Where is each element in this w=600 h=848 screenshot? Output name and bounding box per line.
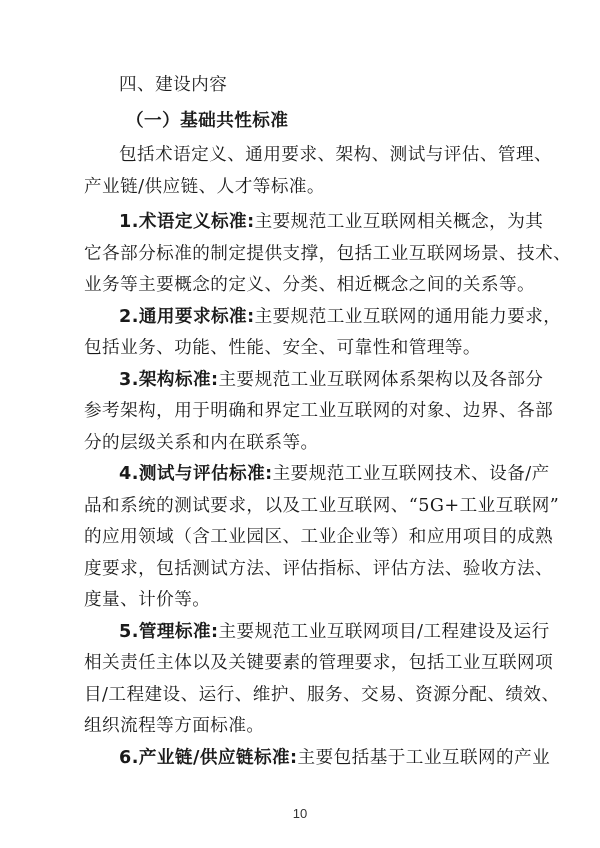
intro-line: 产业链/供应链、人才等标准。	[84, 177, 325, 197]
page-number: 10	[292, 806, 308, 821]
item-4-first-line	[119, 463, 550, 485]
item-1-text: 主要规范工业互联网相关概念，为其	[254, 212, 544, 232]
item-3-label: 3.架构标准:	[119, 370, 219, 390]
item-4-line: 的应用领域（含工业园区、工业企业等）和应用项目的成熟	[84, 527, 554, 547]
item-5-line: 目/工程建设、运行、维护、服务、交易、资源分配、绩效、	[84, 685, 560, 705]
item-3-line: 参考架构，用于明确和界定工业互联网的对象、边界、各部	[84, 401, 554, 421]
item-6-first-line	[119, 747, 550, 769]
item-4-label: 4.测试与评估标准:	[119, 464, 273, 484]
item-5-label: 5.管理标准:	[119, 622, 219, 642]
section-heading: 四、建设内容	[119, 75, 228, 95]
item-4-line: 品和系统的测试要求，以及工业互联网、“5G+工业互联网”	[84, 496, 560, 516]
item-1-label: 1.术语定义标准:	[119, 212, 255, 232]
item-5-line: 相关责任主体以及关键要素的管理要求，包括工业互联网项	[84, 653, 554, 673]
item-2-line: 包括业务、功能、性能、安全、可靠性和管理等。	[84, 338, 481, 358]
item-3-text: 主要规范工业互联网体系架构以及各部分	[218, 370, 544, 390]
item-6-text: 主要包括基于工业互联网的产业	[297, 748, 551, 768]
item-6-label: 6.产业链/供应链标准:	[119, 748, 298, 768]
item-4-line: 度量、计价等。	[84, 590, 211, 610]
item-2-text: 主要规范工业互联网的通用能力要求，	[254, 307, 562, 327]
item-5-text: 主要规范工业互联网项目/工程建设及运行	[218, 622, 550, 642]
item-2-label: 2.通用要求标准:	[119, 307, 255, 327]
item-3-line: 分的层级关系和内在联系等。	[84, 433, 319, 453]
item-5-line: 组织流程等方面标准。	[84, 716, 265, 736]
item-1-line: 业务等主要概念的定义、分类、相近概念之间的关系等。	[84, 275, 536, 295]
item-4-text: 主要规范工业互联网技术、设备/产	[272, 464, 550, 484]
subsection-heading: （一）基础共性标准	[126, 111, 289, 131]
item-4-line: 度要求，包括测试方法、评估指标、评估方法、验收方法、	[84, 559, 554, 579]
item-5-first-line	[119, 621, 550, 643]
item-2-first-line	[119, 306, 561, 328]
intro-line: 包括术语定义、通用要求、架构、测试与评估、管理、	[119, 145, 553, 165]
item-3-first-line	[119, 369, 543, 391]
item-1-line: 它各部分标准的制定提供支撑，包括工业互联网场景、技术、	[84, 244, 572, 264]
item-1-first-line	[119, 211, 543, 233]
